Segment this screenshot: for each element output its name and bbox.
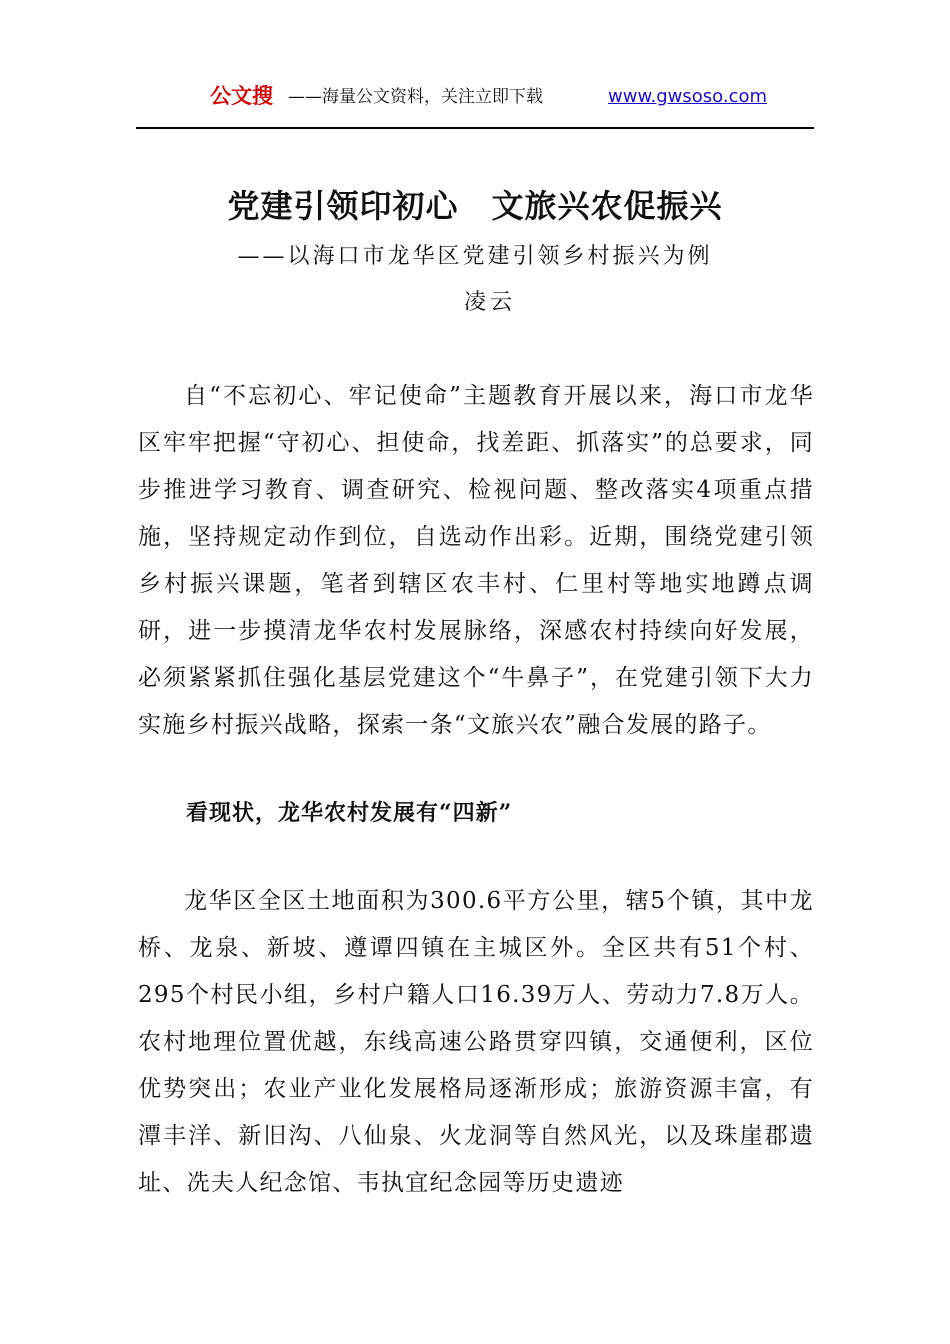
brand-logo-text[interactable]: 公文搜 [210,84,273,108]
section-heading: 看现状，龙华农村发展有“四新” [186,800,513,826]
header-slogan: ——海量公文资料，关注立即下载 [288,87,543,107]
page-header [210,82,810,112]
document-author: 凌云 [463,290,516,315]
body-paragraph-1: 自“不忘初心、牢记使命”主题教育开展以来，海口市龙华区牢牢把握“守初心、担使命，找差距、抓落实”的总要求，同步推进学习教育、调查研究、检视问题、整改落实4项重点措施，坚持规定动作到位，自选动作出彩。近期，围绕党建引领乡村振兴课题，笔者到辖区农丰村、仁里村等地实地蹲点调研，进一步摸清龙华农村发展脉络，深感农村持续向好发展，必须紧紧抓住强化基层党建这个“牛鼻子”，在党建引领下大力实施乡村振兴战略，探索一条“文旅兴农”融合发展的路子。 [138,383,814,738]
document-subtitle: ——以海口市龙华区党建引领乡村振兴为例 [237,244,713,269]
site-link[interactable]: www.gwsoso.com [608,86,768,107]
body-paragraph-2: 龙华区全区土地面积为300.6平方公里，辖5个镇，其中龙桥、龙泉、新坡、遵谭四镇在主城区外。全区共有51个村、295个村民小组，乡村户籍人口16.39万人、劳动力7.8万人。农村地理位置优越，东线高速公路贯穿四镇，交通便利，区位优势突出；农业产业化发展格局逐渐形成；旅游资源丰富，有潭丰洋、新旧沟、八仙泉、火龙洞等自然风光，以及珠崖郡遗址、冼夫人纪念馆、韦执宜纪念园等历史遗迹 [138,888,814,1196]
header-divider [136,127,814,129]
document-title: 党建引领印初心 文旅兴农促振兴 [227,187,723,225]
